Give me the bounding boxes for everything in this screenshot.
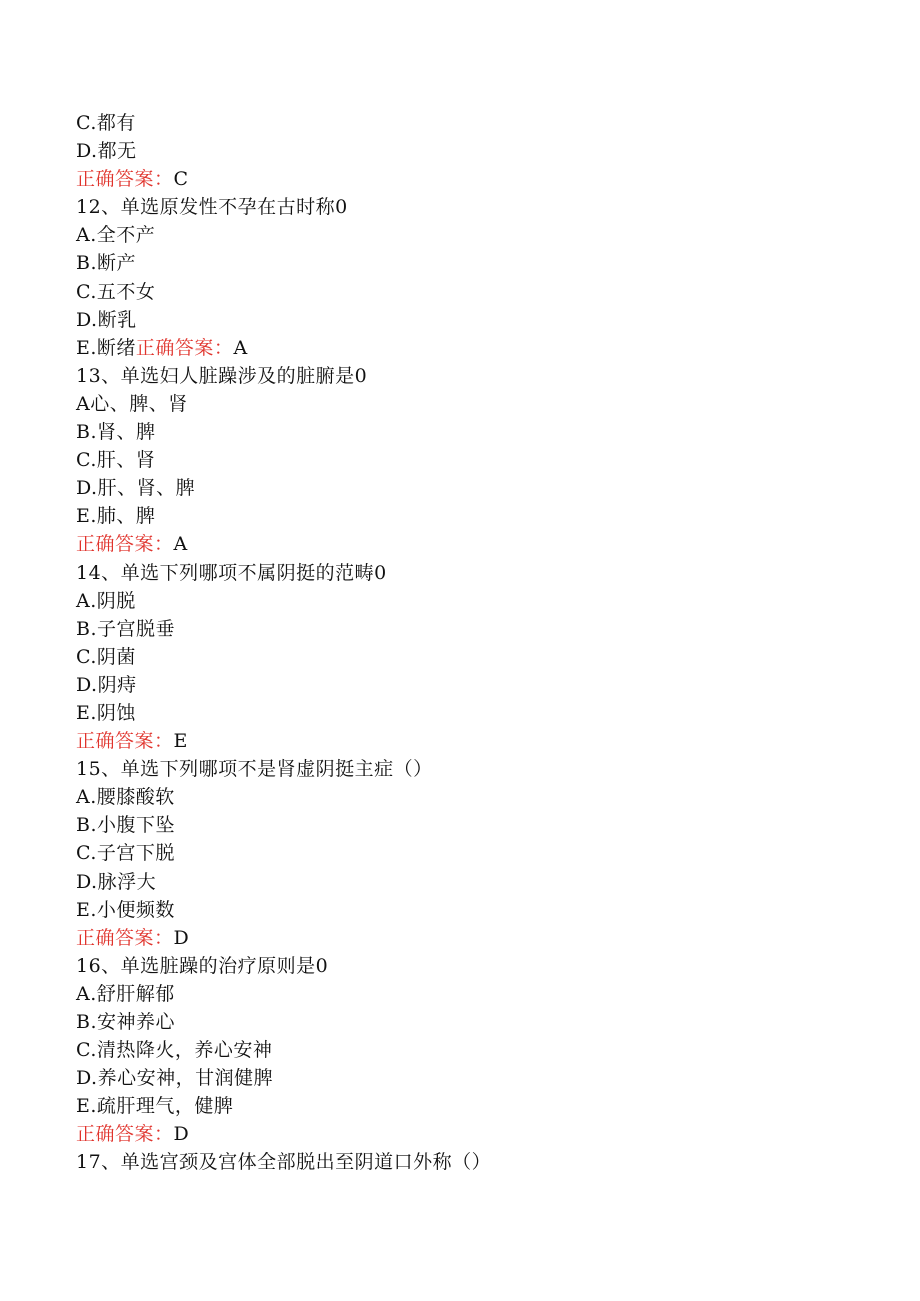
option-text: E.疏肝理气，健脾 <box>76 1095 234 1118</box>
option-text: B.小腹下坠 <box>76 814 176 837</box>
option-text: E.肺、脾 <box>76 505 156 528</box>
answer-line <box>76 727 876 755</box>
answer-line <box>76 1120 876 1148</box>
answer-value: D <box>173 1123 190 1146</box>
answer-label: 正确答案： <box>76 926 174 949</box>
question-text: 15、单选下列哪项不是肾虚阴挺主症（） <box>76 758 433 781</box>
option-text: D.断乳 <box>76 308 137 331</box>
option-text: A心、脾、肾 <box>76 392 188 415</box>
option-text: D.脉浮大 <box>76 870 157 893</box>
option-text: A.全不产 <box>76 224 156 247</box>
answer-line <box>76 165 876 193</box>
answer-value: E <box>173 730 188 753</box>
question-text: 14、单选下列哪项不属阴挺的范畴0 <box>76 561 387 584</box>
option-text: E.断绪 <box>76 336 136 359</box>
option-text: E.小便频数 <box>76 898 175 921</box>
answer-line <box>76 924 876 952</box>
option-text: A.腰膝酸软 <box>76 786 175 809</box>
question-text: 17、单选宫颈及宫体全部脱出至阴道口外称（） <box>76 1151 492 1174</box>
option-with-answer-line <box>76 334 876 362</box>
answer-value: D <box>173 926 190 949</box>
answer-label: 正确答案： <box>76 533 174 556</box>
answer-value: C <box>173 168 189 191</box>
option-text: E.阴蚀 <box>76 701 136 724</box>
answer-value: A <box>233 336 248 359</box>
question-list <box>76 109 876 1177</box>
question-text: 13、单选妇人脏躁涉及的脏腑是0 <box>76 364 368 387</box>
option-text: D.都无 <box>76 140 137 163</box>
option-text: D.阴痔 <box>76 673 137 696</box>
option-text: A.舒肝解郁 <box>76 982 175 1005</box>
answer-label: 正确答案： <box>76 1123 174 1146</box>
answer-label: 正确答案： <box>135 336 234 359</box>
option-text: C.都有 <box>76 112 136 134</box>
option-text: A.阴脱 <box>76 589 136 612</box>
option-text: B.子宫脱垂 <box>76 617 176 640</box>
option-text: B.肾、脾 <box>76 421 156 444</box>
answer-line <box>76 530 876 558</box>
question-text: 12、单选原发性不孕在古时称0 <box>76 196 348 219</box>
option-text: C.子宫下脱 <box>76 842 175 865</box>
option-text: B.断产 <box>76 252 137 275</box>
option-text: C.五不女 <box>76 280 156 303</box>
option-text: B.安神养心 <box>76 1011 176 1033</box>
option-text: D.养心安神，甘润健脾 <box>76 1067 274 1090</box>
answer-label: 正确答案： <box>76 168 174 191</box>
option-text: D.肝、肾、脾 <box>76 477 196 500</box>
option-text: C.清热降火，养心安神 <box>76 1039 273 1062</box>
question-text: 16、单选脏躁的治疗原则是0 <box>76 954 329 977</box>
answer-label: 正确答案： <box>76 730 174 753</box>
answer-value: A <box>173 533 188 556</box>
option-text: C.阴菌 <box>76 645 136 668</box>
option-text: C.肝、肾 <box>76 449 156 472</box>
